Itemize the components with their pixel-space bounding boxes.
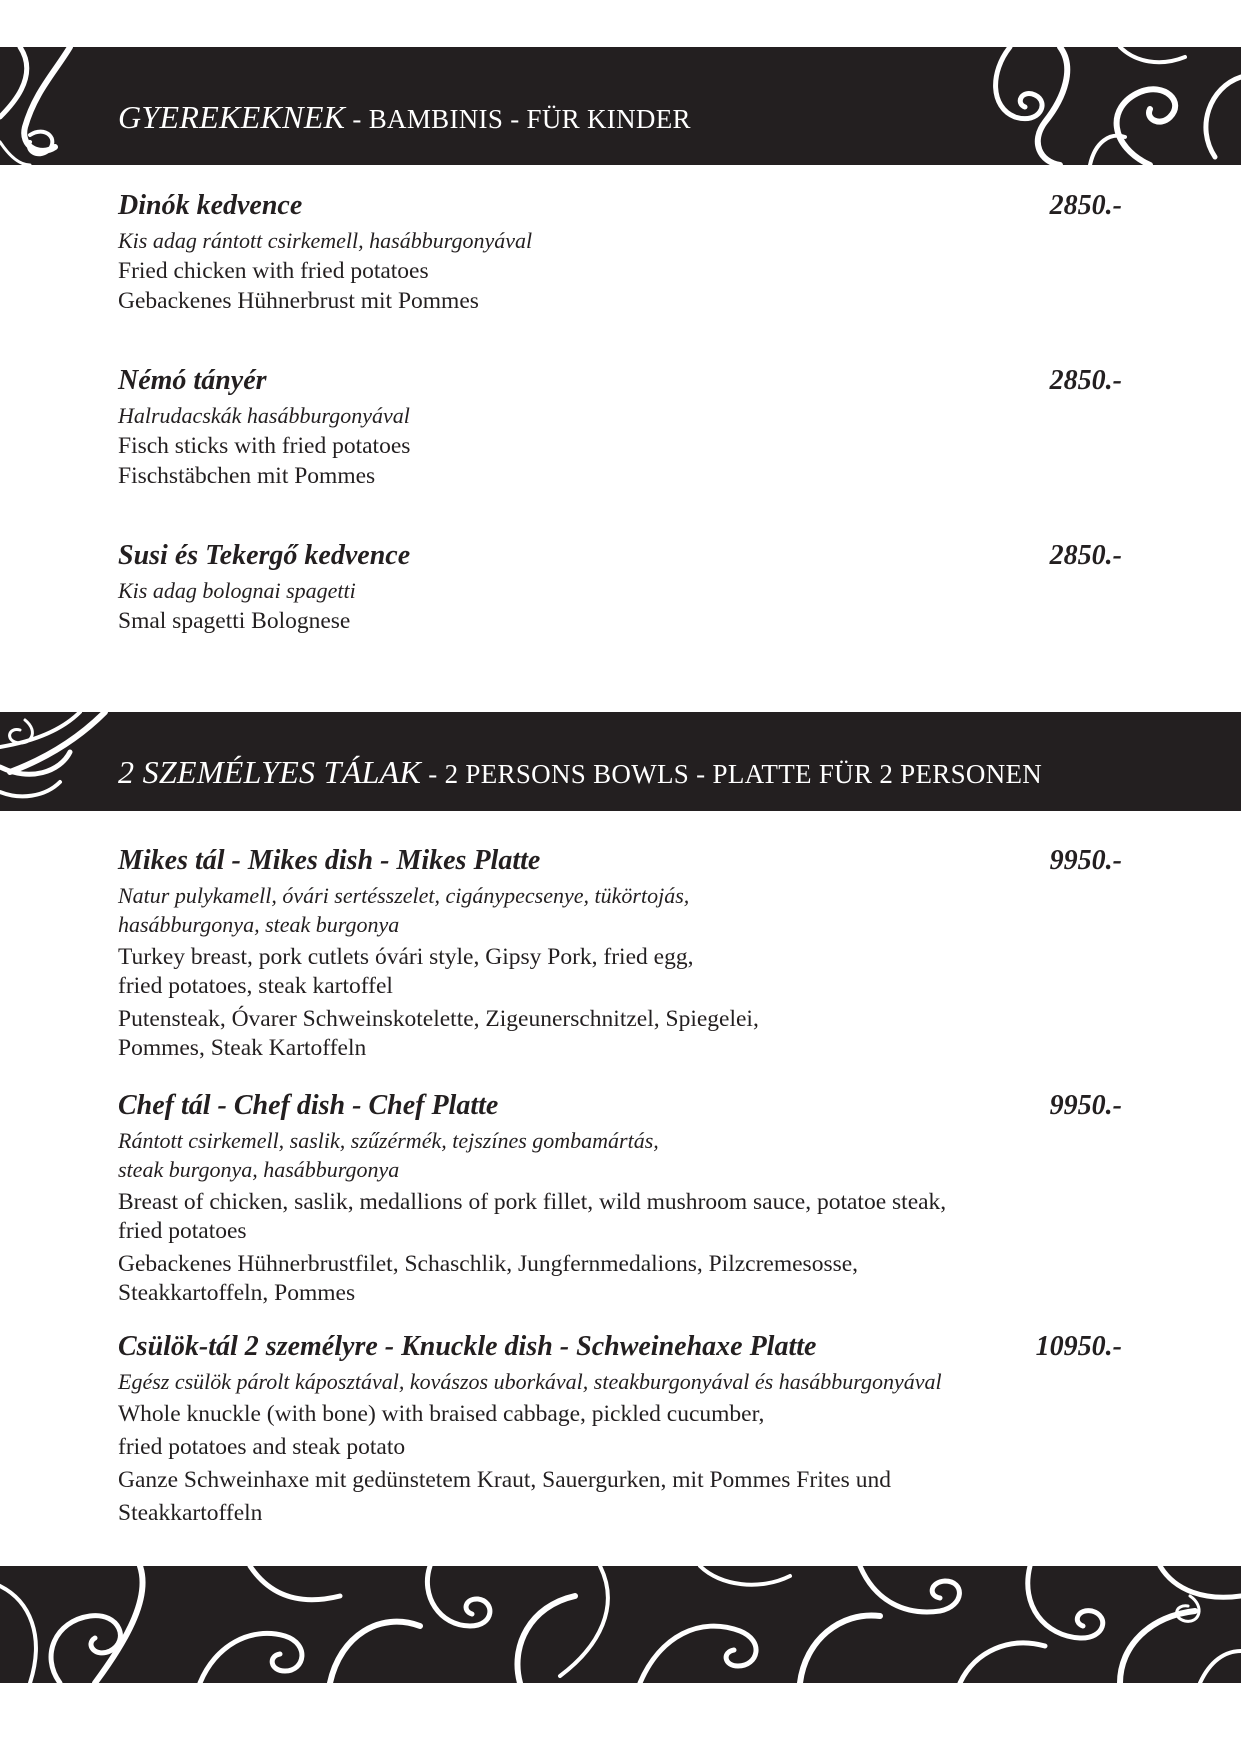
section-title-rest: - BAMBINIS - FÜR KINDER <box>345 104 691 134</box>
item-description-hu: Halrudacskák hasábburgonyával <box>118 403 410 428</box>
item-description-en: Smal spagetti Bolognese <box>118 608 351 634</box>
swirl-ornament <box>0 1566 1241 1683</box>
section-title-italic: GYEREKEKNEK <box>118 99 346 135</box>
item-name: Susi és Tekergő kedvence <box>118 540 411 571</box>
item-description-en: Turkey breast, pork cutlets óvári style, Gipsy Pork, fried egg, fried potatoes, steak kartoffel <box>118 944 694 999</box>
section-title <box>118 754 1042 791</box>
menu-item <box>118 365 1128 540</box>
item-price: 10950.- <box>1035 1331 1122 1362</box>
item-description-en: Fisch sticks with fried potatoes <box>118 433 411 459</box>
item-description-en: Fried chicken with fried potatoes <box>118 258 429 284</box>
item-description-de: Fischstäbchen mit Pommes <box>118 463 376 489</box>
item-description-en: Breast of chicken, saslik, medallions of pork fillet, wild mushroom sauce, potatoe steak, fried potatoes <box>118 1189 947 1244</box>
item-description-de: Putensteak, Óvarer Schweinskotelette, Zigeunerschnitzel, Spiegelei, Pommes, Steak Kartoffeln <box>118 1006 759 1061</box>
item-name: Némó tányér <box>118 365 267 396</box>
item-price: 2850.- <box>1049 540 1122 571</box>
item-price: 2850.- <box>1049 365 1122 396</box>
item-description-en: Whole knuckle (with bone) with braised cabbage, pickled cucumber, fried potatoes and steak potato <box>118 1401 765 1460</box>
item-description-de: Ganze Schweinhaxe mit gedünstetem Kraut, Sauergurken, mit Pommes Frites und Steakkartoffeln <box>118 1467 891 1526</box>
item-name: Mikes tál - Mikes dish - Mikes Platte <box>118 845 541 876</box>
menu-item <box>118 1331 1128 1530</box>
menu-item <box>118 540 1128 715</box>
item-description-de: Gebackenes Hühnerbrustfilet, Schaschlik, Jungfernmedalions, Pilzcremesosse, Steakkartoffeln, Pommes <box>118 1251 859 1306</box>
item-description-hu: Kis adag bolognai spagetti <box>118 578 356 603</box>
menu-item <box>118 1090 1128 1331</box>
item-price: 9950.- <box>1049 845 1122 876</box>
item-description-hu: Kis adag rántott csirkemell, hasábburgonyával <box>118 228 533 253</box>
item-price: 9950.- <box>1049 1090 1122 1121</box>
section-title-italic: 2 SZEMÉLYES TÁLAK <box>118 754 422 790</box>
section-banner-kids <box>0 47 1241 165</box>
kids-menu-section <box>118 190 1128 715</box>
menu-item <box>118 190 1128 365</box>
item-description-hu: Egész csülök párolt káposztával, kovászos uborkával, steakburgonyával és hasábburgonyával <box>118 1369 942 1394</box>
section-banner-platters <box>0 712 1241 811</box>
item-price: 2850.- <box>1049 190 1122 221</box>
platters-menu-section <box>118 845 1128 1530</box>
item-name: Csülök-tál 2 személyre - Knuckle dish - Schweinehaxe Platte <box>118 1331 817 1362</box>
menu-item <box>118 845 1128 1090</box>
footer-ornament-band <box>0 1566 1241 1683</box>
item-name: Chef tál - Chef dish - Chef Platte <box>118 1090 499 1121</box>
item-description-hu: Rántott csirkemell, saslik, szűzérmék, tejszínes gombamártás, steak burgonya, hasábburgonya <box>118 1128 659 1182</box>
item-name: Dinók kedvence <box>118 190 303 221</box>
section-title <box>118 99 691 136</box>
section-title-rest: - 2 PERSONS BOWLS - PLATTE FÜR 2 PERSONEN <box>421 759 1043 789</box>
item-description-hu: Natur pulykamell, óvári sertésszelet, cigánypecsenye, tükörtojás, hasábburgonya, steak burgonya <box>118 883 690 937</box>
item-description-de: Gebackenes Hühnerbrust mit Pommes <box>118 288 479 314</box>
